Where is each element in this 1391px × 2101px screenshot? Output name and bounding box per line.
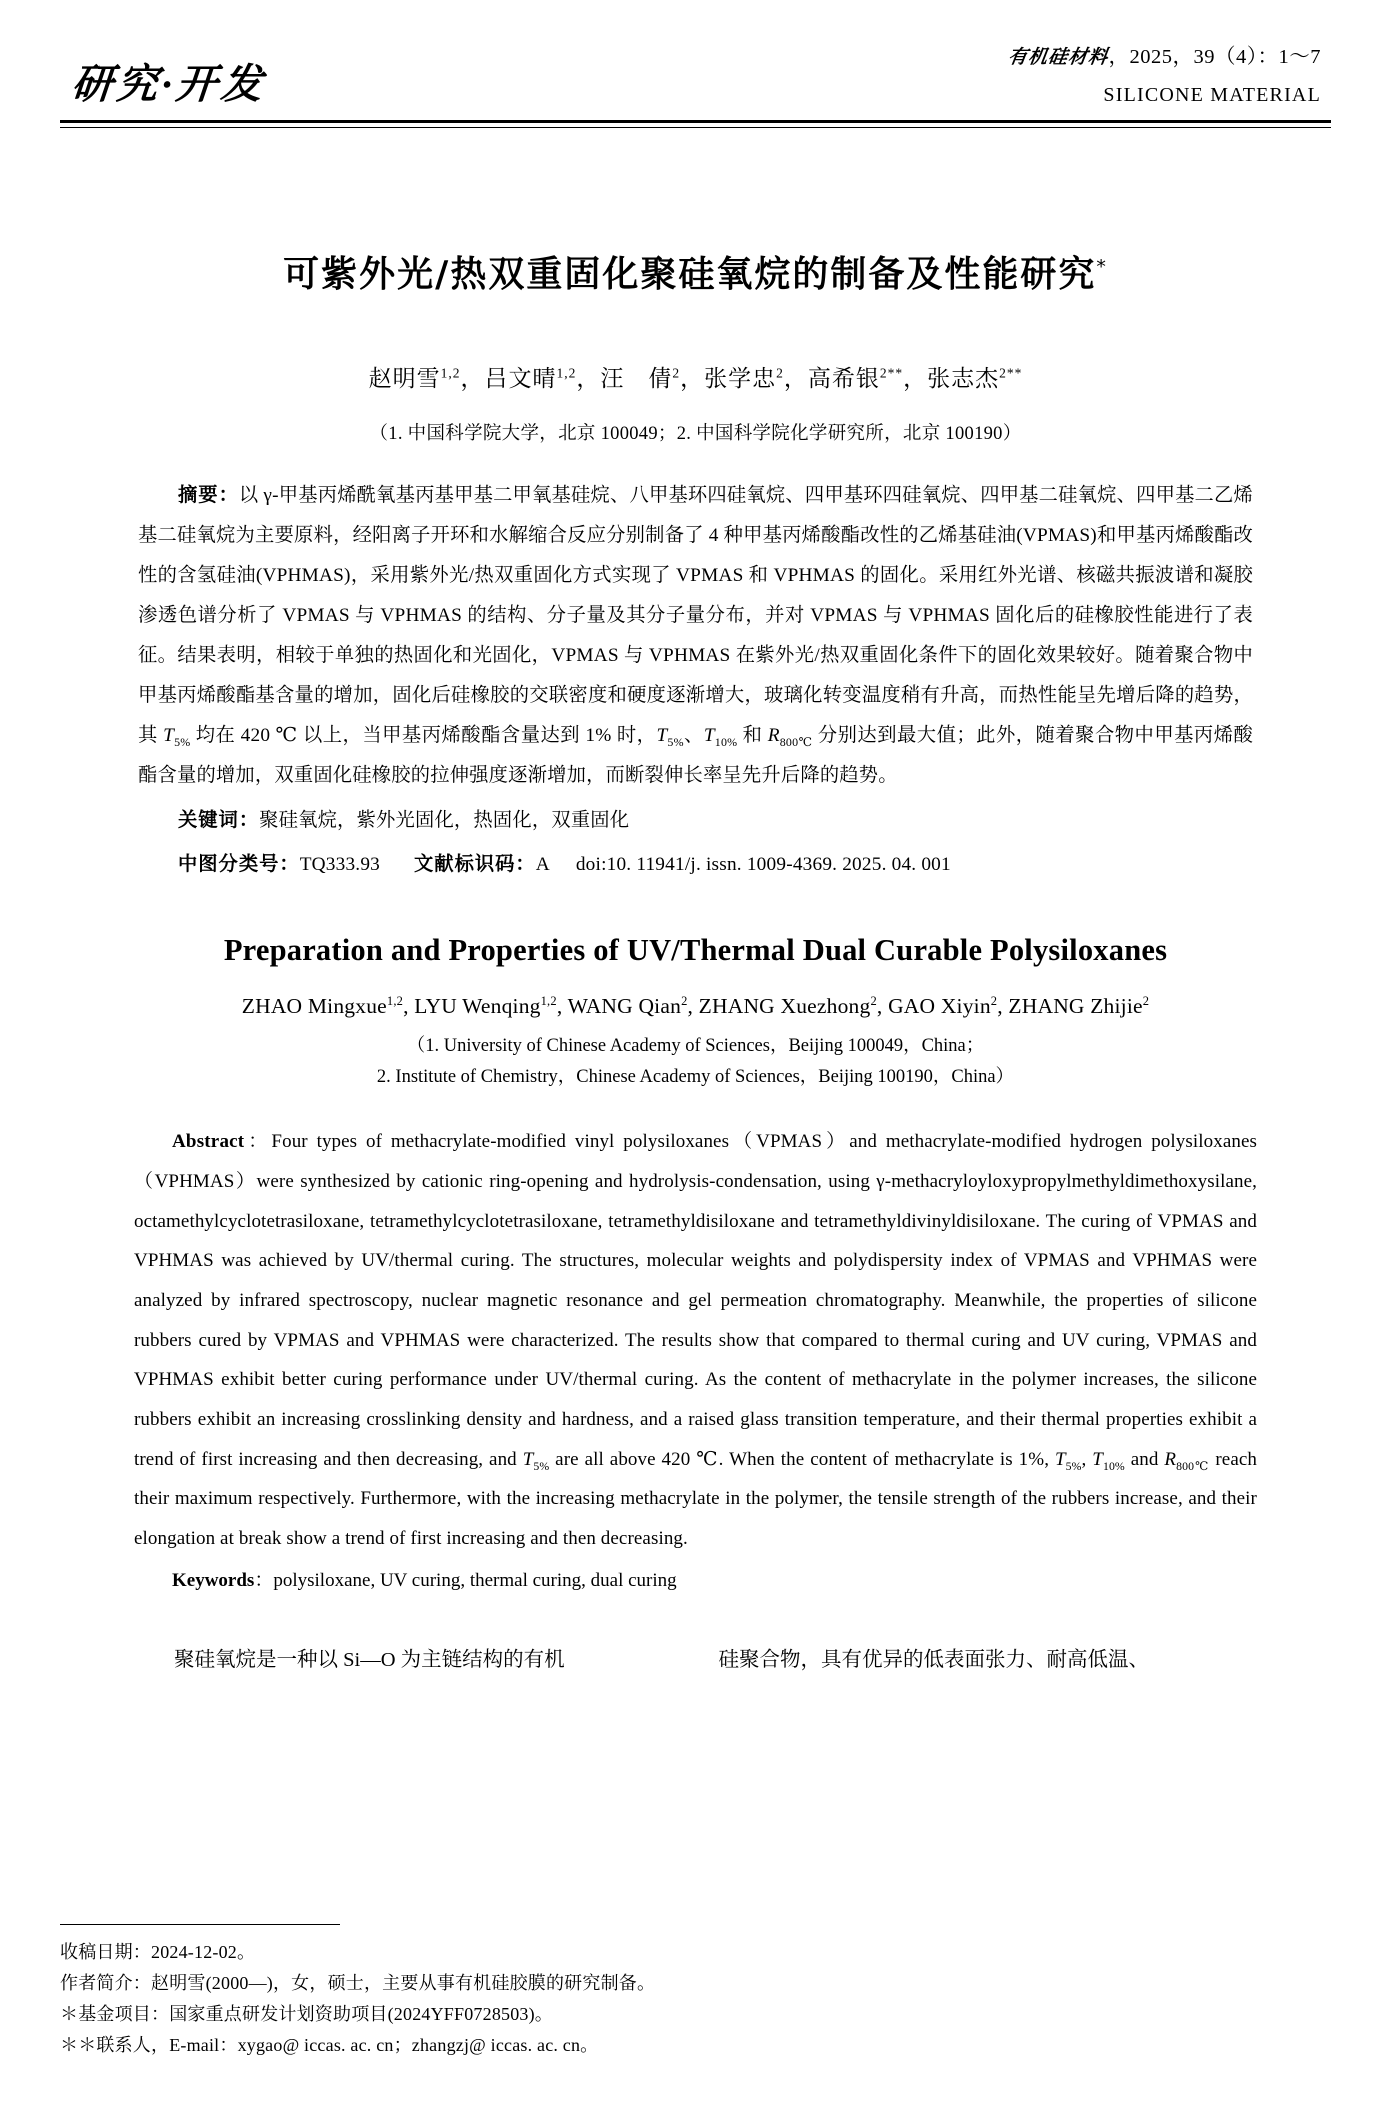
author-affiliation-marker: 2** (879, 365, 904, 381)
abstract-en-part4: and (1124, 1448, 1165, 1470)
abstract-en-part3: , (1081, 1448, 1093, 1470)
symbol-t10-sub: 10% (714, 734, 738, 749)
abstract-en-part1: Four types of methacrylate-modified vinyl polysiloxanes（VPMAS）and methacrylate-modified hydrogen polysiloxanes（VPHMAS）were synthesized by cationic ring-opening and hydrolysis-condensation, using γ-methacryloyloxypropylmethyldimethoxysilane, octamethylcyclotetrasiloxane, tetramethylcyclotetrasiloxane, tetramethyldisiloxane and tetramethyldivinyldisiloxane. The curing of VPMAS and VPHMAS was achieved by UV/thermal curing. The structures, molecular weights and polydispersity index of VPMAS and VPHMAS were analyzed by infrared spectroscopy, nuclear magnetic resonance and gel permeation chromatography. Meanwhile, the properties of silicone rubbers cured by VPMAS and VPHMAS were characterized. The results show that compared to thermal curing and UV curing, VPMAS and VPHMAS exhibit better curing performance under UV/thermal curing. As the content of methacrylate in the polymer increases, the silicone rubbers exhibit an increasing crosslinking density and hardness, and a raised glass transition temperature, and their thermal properties exhibit a trend of first increasing and then decreasing, and (134, 1131, 1258, 1470)
symbol-en-t5-sub: 5% (533, 1459, 550, 1473)
symbol-r800-base: R (767, 724, 780, 746)
affiliation-en (60, 1031, 1331, 1095)
abstract-cn-label: 摘要： (178, 483, 239, 506)
author-name: 吕文晴 (484, 366, 557, 391)
symbol-t5-base: T (163, 724, 175, 746)
symbol-r800-sub: 800℃ (779, 734, 813, 749)
author-affiliation-marker: 1,2 (556, 365, 577, 381)
classification-line (138, 844, 1253, 885)
abstract-en-part5: reach their maximum respectively. Furthermore, with the increasing methacrylate in the polymer, the tensile strength of the rubbers increase, and their elongation at break show a trend of first increasing and then decreasing. (134, 1448, 1258, 1550)
author-name: 张学忠 (704, 366, 777, 391)
clc-value: TQ333.93 (299, 854, 381, 876)
keywords-cn-label: 关键词： (178, 807, 260, 831)
page-title-en: Preparation and Properties of UV/Thermal Dual Curable Polysiloxanes (223, 933, 1168, 968)
document-code-value: A (535, 854, 550, 876)
footnote-received-date: 收稿日期：2024-12-02。 (60, 1942, 256, 1963)
abstract-en-part2: are all above 420 ℃. When the content of methacrylate is 1%, (549, 1448, 1055, 1470)
journal-citation-tail: ，2025，39（4）：1～7 (1108, 46, 1321, 69)
author-name: ZHANG Zhijie (1008, 994, 1143, 1019)
author-affiliation-marker: 2 (1142, 994, 1150, 1009)
author-separator: , (997, 994, 1009, 1019)
abstract-cn (138, 475, 1253, 796)
body-col2-text: 硅聚合物，具有优异的低表面张力、耐高低温、 (718, 1648, 1149, 1671)
abstract-cn-part2: 均在 420 ℃ 以上，当甲基丙烯酸酯含量达到 1% 时， (190, 724, 657, 746)
keywords-en-colon: ： (254, 1569, 274, 1591)
header-divider (60, 120, 1331, 128)
page-title-cn (60, 246, 1331, 297)
keywords-en-value: polysiloxane, UV curing, thermal curing, dual curing (273, 1569, 677, 1591)
journal-citation-block (1008, 42, 1331, 110)
body-text-columns (134, 1641, 1257, 1680)
author-affiliation-marker: 2** (999, 365, 1023, 381)
author-affiliation-marker: 1,2 (540, 994, 557, 1009)
symbol-en-r800-sub: 800℃ (1176, 1459, 1210, 1473)
author-affiliation-marker: 2 (776, 365, 784, 381)
body-column-left (134, 1641, 673, 1680)
body-col1-text: 聚硅氧烷是一种以 Si—O 为主链结构的有机 (174, 1648, 565, 1671)
author-affiliation-marker: 2 (990, 994, 998, 1009)
author-separator: ， (783, 366, 808, 391)
author-separator: , (687, 994, 699, 1019)
author-affiliation-marker: 2 (870, 994, 877, 1009)
author-affiliation-marker: 1,2 (386, 994, 404, 1009)
abstract-en (134, 1122, 1257, 1559)
footnote-author-bio: 作者简介：赵明雪(2000—)，女，硕士，主要从事有机硅胶膜的研究制备。 (60, 1973, 656, 1994)
section-label: 研究·开发 (69, 61, 268, 107)
symbol-t5b-base: T (656, 724, 668, 746)
affiliation-cn: （1. 中国科学院大学，北京 100049；2. 中国科学院化学研究所，北京 100190） (369, 424, 1022, 444)
journal-name-en: SILICONE MATERIAL (1103, 84, 1321, 106)
keywords-cn (138, 800, 1253, 841)
author-name: 高希银 (807, 366, 880, 391)
doi-value: 10. 11941/j. issn. 1009-4369. 2025. 04. 001 (606, 854, 951, 876)
symbol-en-t5-base: T (522, 1448, 534, 1470)
author-name: 汪 倩 (600, 366, 673, 391)
abstract-en-colon: ： (244, 1131, 272, 1153)
author-separator: ， (460, 366, 485, 391)
author-affiliation-marker: 2 (672, 365, 681, 381)
body-column-right (719, 1641, 1258, 1680)
symbol-en-t5b-sub: 5% (1065, 1459, 1082, 1473)
footnotes (60, 1924, 820, 2061)
author-separator: , (876, 994, 889, 1019)
author-affiliation-marker: 1,2 (440, 365, 461, 381)
affiliation-en-line-1: （1. University of Chinese Academy of Sciences，Beijing 100049，China； (406, 1035, 985, 1056)
footnote-divider (60, 1924, 340, 1925)
affiliation-en-line-2: 2. Institute of Chemistry，Chinese Academy of Sciences，Beijing 100190，China） (376, 1067, 1015, 1088)
author-name: 张志杰 (927, 366, 1000, 391)
author-affiliation-marker: 2 (681, 994, 688, 1009)
authors-en (60, 994, 1331, 1019)
symbol-en-t5b-base: T (1054, 1448, 1066, 1470)
abstract-cn-part3: 、 (683, 724, 704, 746)
clc-label: 中图分类号： (178, 852, 300, 876)
symbol-en-r800-base: R (1164, 1448, 1177, 1470)
abstract-cn-part4: 和 (737, 724, 768, 746)
journal-name-cn: 有机硅材料 (1007, 47, 1111, 69)
author-name: GAO Xiyin (888, 994, 991, 1019)
abstract-en-label: Abstract (172, 1131, 245, 1153)
abstract-cn-part5: 分别达到最大值；此外，随着聚合物中甲基丙烯酸酯含量的增加，双重固化硅橡胶的拉伸强度逐渐增加，而断裂伸长率呈先升后降的趋势。 (138, 724, 1253, 786)
author-separator: ， (680, 366, 705, 391)
author-name: ZHAO Mingxue (241, 994, 387, 1019)
abstract-cn-part1: 以 γ-甲基丙烯酰氧基丙基甲基二甲氧基硅烷、八甲基环四硅氧烷、四甲基环四硅氧烷、四甲基二硅氧烷、四甲基二乙烯基二硅氧烷为主要原料，经阳离子开环和水解缩合反应分别制备了 4 种甲基丙烯酸酯改性的乙烯基硅油(VPMAS)和甲基丙烯酸酯改性的含氢硅油(VPHMAS)，采用紫外光/热双重固化方式实现了 VPMAS 和 VPHMAS 的固化。采用红外光谱、核磁共振波谱和凝胶渗透色谱分析了 VPMAS 与 VPHMAS 的结构、分子量及其分子量分布，并对 VPMAS 与 VPHMAS 固化后的硅橡胶性能进行了表征。结果表明，相较于单独的热固化和光固化，VPMAS 与 VPHMAS 在紫外光/热双重固化条件下的固化效果较好。随着聚合物中甲基丙烯酸酯基含量的增加，固化后硅橡胶的交联密度和硬度逐渐增大，玻璃化转变温度稍有升高，而热性能呈先增后降的趋势，其 (138, 485, 1254, 746)
footnote-funding: ＊基金项目：国家重点研发计划资助项目(2024YFF0728503)。 (60, 2004, 554, 2025)
authors-cn (60, 360, 1331, 393)
journal-citation (1008, 42, 1321, 73)
author-separator: ， (903, 366, 928, 391)
author-name: WANG Qian (567, 994, 682, 1019)
masthead (60, 0, 1331, 110)
title-cn-footnote-marker: * (1096, 256, 1108, 278)
author-name: ZHANG Xuezhong (698, 994, 871, 1019)
keywords-en-label: Keywords (172, 1569, 255, 1591)
footnote-corresponding-author: ＊＊联系人，E-mail：xygao@ iccas. ac. cn；zhangzj@ iccas. ac. cn。 (60, 2035, 599, 2056)
author-name: 赵明雪 (368, 366, 441, 391)
author-separator: , (403, 994, 415, 1019)
symbol-t5b-sub: 5% (667, 734, 684, 749)
document-code-label: 文献标识码： (414, 852, 536, 876)
symbol-en-t10-base: T (1092, 1448, 1103, 1470)
keywords-cn-value: 聚硅氧烷，紫外光固化，热固化，双重固化 (259, 809, 630, 831)
symbol-t10-base: T (703, 724, 715, 746)
author-separator: ， (576, 366, 601, 391)
author-name: LYU Wenqing (414, 994, 541, 1019)
symbol-en-t10-sub: 10% (1102, 1459, 1125, 1473)
symbol-t5-sub: 5% (174, 734, 191, 749)
title-cn-text: 可紫外光/热双重固化聚硅氧烷的制备及性能研究 (283, 254, 1097, 295)
doi-label: doi: (575, 854, 607, 876)
author-separator: , (556, 994, 568, 1019)
keywords-en (134, 1561, 1257, 1601)
